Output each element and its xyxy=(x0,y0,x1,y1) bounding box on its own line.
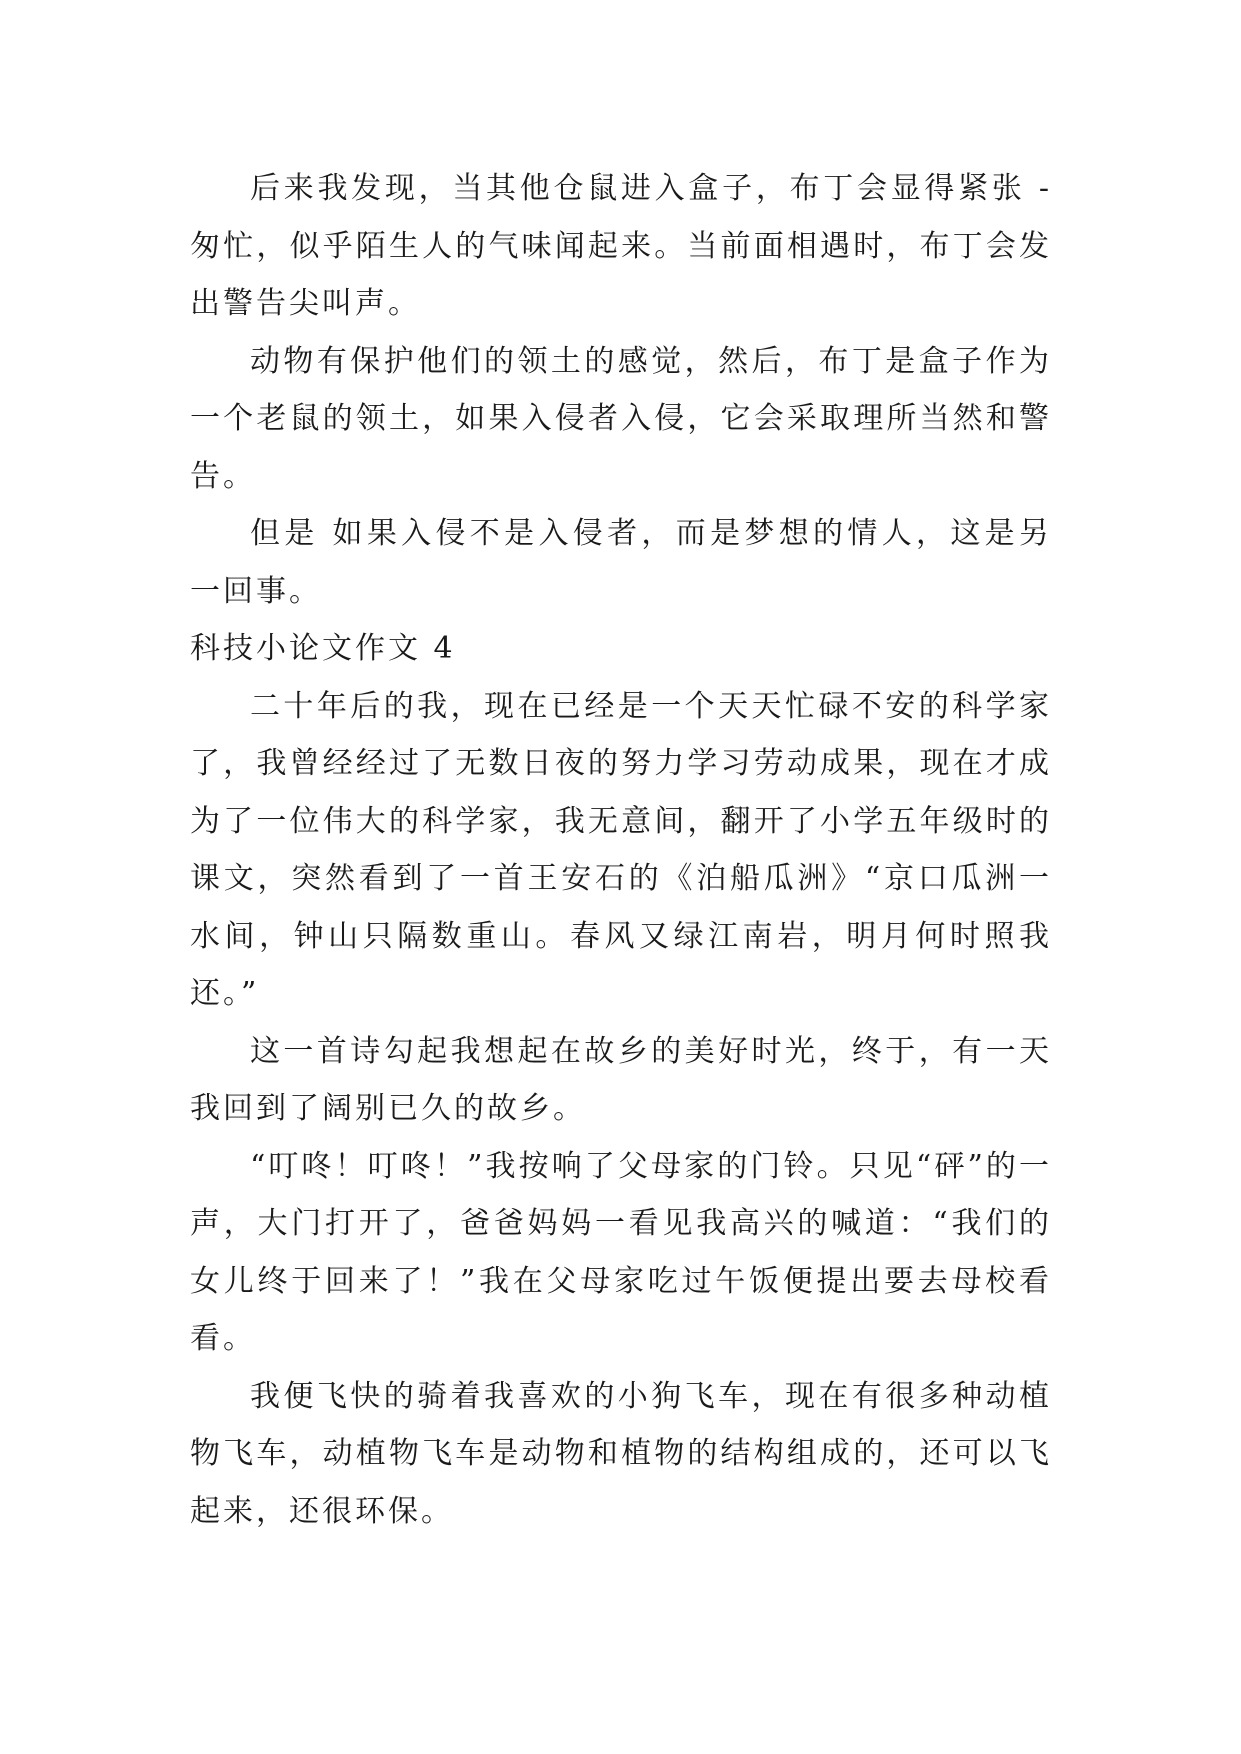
paragraph-4: 二十年后的我，现在已经是一个天天忙碌不安的科学家了，我曾经经过了无数日夜的努力学习劳动成果，现在才成为了一位伟大的科学家，我无意间，翻开了小学五年级时的课文，突然看到了一首王安石的《泊船瓜洲》“京口瓜洲一水间，钟山只隔数重山。春风又绿江南岩，明月何时照我还。” xyxy=(190,688,1052,1011)
document-body xyxy=(190,160,1052,1540)
paragraph-2: 动物有保护他们的领土的感觉，然后，布丁是盒子作为一个老鼠的领土，如果入侵者入侵，它会采取理所当然和警告。 xyxy=(190,343,1052,494)
paragraph-6: “叮咚！叮咚！”我按响了父母家的门铃。只见“砰”的一声，大门打开了，爸爸妈妈一看见我高兴的喊道：“我们的女儿终于回来了！”我在父母家吃过午饭便提出要去母校看看。 xyxy=(190,1148,1052,1356)
paragraph-5: 这一首诗勾起我想起在故乡的美好时光，终于，有一天我回到了阔别已久的故乡。 xyxy=(190,1033,1052,1126)
paragraph-3: 但是 如果入侵不是入侵者，而是梦想的情人，这是另一回事。 xyxy=(190,516,1052,609)
paragraph-7: 我便飞快的骑着我喜欢的小狗飞车，现在有很多种动植物飞车，动植物飞车是动物和植物的结构组成的，还可以飞起来，还很环保。 xyxy=(190,1378,1052,1529)
paragraph-1: 后来我发现，当其他仓鼠进入盒子，布丁会显得紧张 -匆忙，似乎陌生人的气味闻起来。当前面相遇时，布丁会发出警告尖叫声。 xyxy=(190,171,1052,321)
section-heading: 科技小论文作文 4 xyxy=(190,631,456,666)
